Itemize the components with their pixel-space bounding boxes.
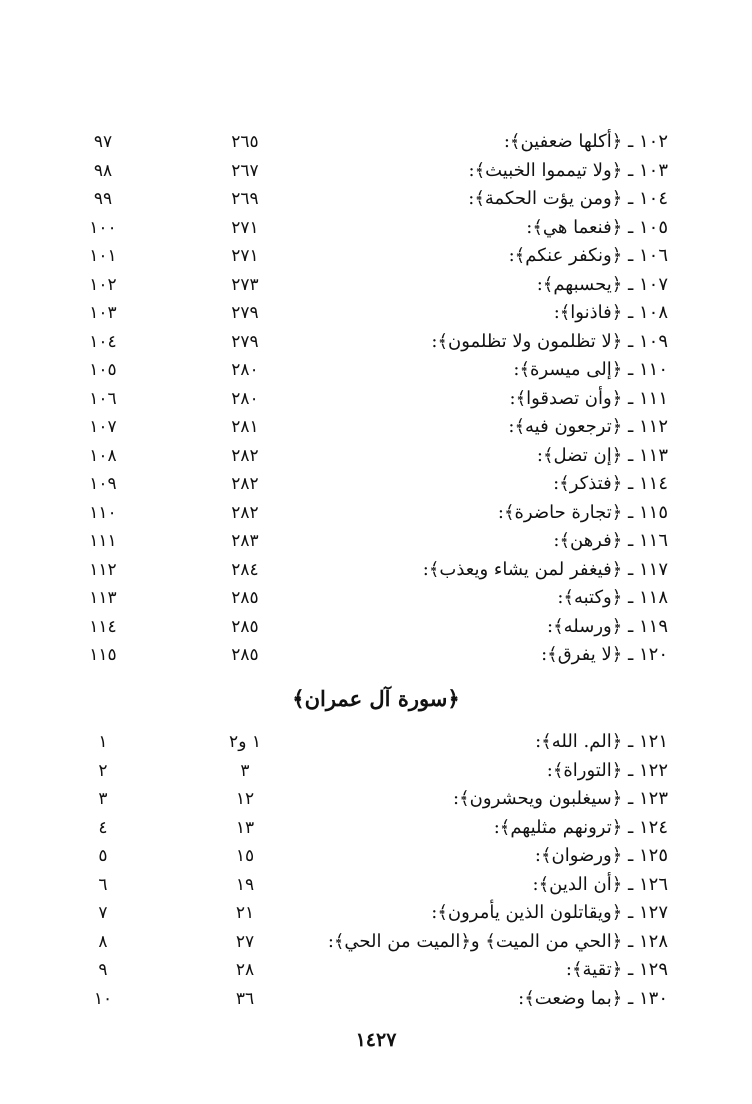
entry-index: ٧ [98, 903, 108, 923]
index-row [0, 985, 752, 1014]
index-row [0, 499, 752, 528]
verse-number: ٢٧١ [231, 246, 259, 266]
entry-text: ١٢٣ ـ ﴿سيغلبون ويحشرون﴾: [453, 788, 668, 809]
index-row [0, 242, 752, 271]
verse-number: ٢٨٢ [231, 445, 259, 466]
entry-text: ١٠٧ ـ ﴿يحسبهم﴾: [536, 273, 668, 295]
index-row [0, 299, 752, 328]
entry-text: ١٢٨ ـ ﴿الحي من الميت﴾ و﴿الميت من الحي﴾: [327, 930, 668, 952]
verse-number: ٢٨٠ [231, 360, 259, 380]
entry-index: ٣ [98, 789, 108, 809]
entry-text: ١٣٠ ـ ﴿بما وضعت﴾: [518, 987, 668, 1009]
entry-text: ١٠٩ ـ ﴿لا تظلمون ولا تظلمون﴾: [431, 330, 668, 352]
index-row [0, 728, 752, 757]
verse-number: ٢٧١ [231, 217, 259, 238]
verse-number: ٢٦٩ [231, 189, 259, 209]
entry-text: ١٠٨ ـ ﴿فاذنوا﴾: [553, 302, 668, 323]
page-number: ١٤٢٧ [355, 1029, 397, 1051]
entry-text: ١٠٦ ـ ﴿ونكفر عنكم﴾: [508, 245, 668, 266]
verse-number: ٢٦٥ [231, 132, 259, 152]
index-row [0, 871, 752, 900]
entry-text: ١١٥ ـ ﴿تجارة حاضرة﴾: [497, 501, 668, 523]
index-row [0, 157, 752, 186]
index-row [0, 584, 752, 613]
index-row [0, 271, 752, 300]
entry-text: ١٢٥ ـ ﴿ورضوان﴾: [534, 845, 668, 866]
verse-number: ١٩ [235, 874, 255, 895]
entry-text: ١٢٠ ـ ﴿لا يفرق﴾: [541, 644, 668, 665]
entry-index: ١٠١ [89, 246, 117, 266]
entry-index: ١٠٦ [89, 388, 117, 409]
entry-text: ١٢٧ ـ ﴿ويقاتلون الذين يأمرون﴾: [431, 902, 668, 923]
verse-number: ٢٧٩ [231, 331, 259, 352]
entry-text: ١٢٤ ـ ﴿ترونهم مثليهم﴾: [493, 816, 668, 838]
verse-number: ٢٨٥ [231, 616, 259, 637]
index-row [0, 470, 752, 499]
index-row [0, 785, 752, 814]
entry-index: ١٠٩ [89, 474, 117, 494]
entry-text: ١٠٤ ـ ﴿ومن يؤت الحكمة﴾: [468, 188, 668, 209]
verse-number: ٢٨٢ [231, 474, 259, 494]
entry-text: ١٢٩ ـ ﴿تقية﴾: [565, 959, 668, 980]
verse-number: ٢٧٩ [231, 303, 259, 323]
entry-index: ١٠٤ [89, 331, 117, 352]
verse-number: ٢٨٢ [231, 502, 259, 523]
verse-number: ٢٧ [235, 931, 255, 952]
verse-number: ٢٨٤ [231, 559, 259, 580]
verse-number: ٢٨ [235, 960, 255, 980]
entry-index: ١٠٥ [89, 360, 117, 380]
entry-index: ١١٠ [89, 502, 117, 523]
entry-index: ١٠٧ [89, 417, 117, 437]
verse-number: ١٥ [235, 846, 255, 866]
entry-index: ١ [98, 732, 108, 752]
entry-text: ١١٤ ـ ﴿فتذكر﴾: [553, 473, 668, 494]
entry-text: ١١٩ ـ ﴿ورسله﴾: [547, 615, 668, 637]
index-row [0, 928, 752, 957]
index-row [0, 899, 752, 928]
entry-text: ١٢١ ـ ﴿الم. الله﴾: [535, 731, 668, 752]
entry-index: ١١٤ [89, 616, 117, 637]
entry-index: ٩٧ [93, 132, 113, 152]
verse-number: ٢٨١ [231, 417, 259, 437]
entry-index: ١١٢ [89, 559, 117, 580]
index-row [0, 527, 752, 556]
verse-number: ٢٦٧ [231, 160, 259, 181]
entry-text: ١٢٢ ـ ﴿التوراة﴾: [546, 759, 668, 781]
entry-text: ١٠٣ ـ ﴿ولا تيمموا الخبيث﴾: [468, 159, 668, 181]
index-row [0, 556, 752, 585]
index-section-baqarah [0, 128, 752, 670]
index-row [0, 641, 752, 670]
index-row [0, 356, 752, 385]
entry-index: ٨ [98, 931, 108, 952]
entry-text: ١٠٥ ـ ﴿فنعما هي﴾: [526, 216, 668, 238]
entry-index: ١٠٣ [89, 303, 117, 323]
entry-index: ٤ [98, 817, 108, 838]
entry-index: ١٠ [93, 988, 113, 1009]
verse-number: ٢٨٣ [231, 531, 259, 551]
entry-index: ١٠٢ [89, 274, 117, 295]
verse-number: ٣٦ [235, 988, 255, 1009]
entry-index: ٩ [98, 960, 108, 980]
index-row [0, 613, 752, 642]
verse-number: ١ و٢ [229, 732, 261, 752]
entry-text: ١١٨ ـ ﴿وكتبه﴾: [557, 587, 668, 608]
entry-index: ١١١ [89, 531, 117, 551]
verse-number: ٣ [240, 760, 250, 781]
verse-number: ٢٨٥ [231, 645, 259, 665]
index-row [0, 442, 752, 471]
index-row [0, 413, 752, 442]
entry-text: ١١٢ ـ ﴿ترجعون فيه﴾: [508, 416, 668, 437]
index-row [0, 757, 752, 786]
entry-text: ١١٧ ـ ﴿فيغفر لمن يشاء ويعذب﴾: [422, 558, 668, 580]
index-section-al-imran [0, 728, 752, 1013]
entry-text: ١٠٢ ـ ﴿أكلها ضعفين﴾: [503, 131, 668, 152]
entry-text: ١١٣ ـ ﴿إن تضل﴾: [536, 444, 668, 466]
index-row [0, 385, 752, 414]
index-row [0, 814, 752, 843]
index-row [0, 842, 752, 871]
verse-number: ٢٨٥ [231, 588, 259, 608]
verse-number: ١٣ [235, 817, 255, 838]
entry-index: ٩٩ [93, 189, 113, 209]
index-row [0, 328, 752, 357]
verse-number: ١٢ [235, 789, 255, 809]
entry-index: ١٠٠ [89, 217, 117, 238]
entry-text: ١١٦ ـ ﴿فرهن﴾: [553, 530, 668, 551]
surah-heading: ﴿سورة آل عمران﴾ [292, 686, 460, 711]
entry-text: ١٢٦ ـ ﴿أن الدين﴾: [532, 873, 668, 895]
entry-index: ١٠٨ [89, 445, 117, 466]
entry-text: ١١٠ ـ ﴿إلى ميسرة﴾: [513, 359, 668, 380]
index-row [0, 214, 752, 243]
entry-index: ٥ [98, 846, 108, 866]
verse-number: ٢٧٣ [231, 274, 259, 295]
entry-index: ١١٣ [89, 588, 117, 608]
entry-index: ٩٨ [93, 160, 113, 181]
index-row [0, 128, 752, 157]
entry-index: ٢ [98, 760, 108, 781]
entry-text: ١١١ ـ ﴿وأن تصدقوا﴾: [509, 387, 668, 409]
index-row [0, 185, 752, 214]
index-row [0, 956, 752, 985]
entry-index: ١١٥ [89, 645, 117, 665]
entry-index: ٦ [98, 874, 108, 895]
verse-number: ٢٨٠ [231, 388, 259, 409]
verse-number: ٢١ [235, 903, 255, 923]
